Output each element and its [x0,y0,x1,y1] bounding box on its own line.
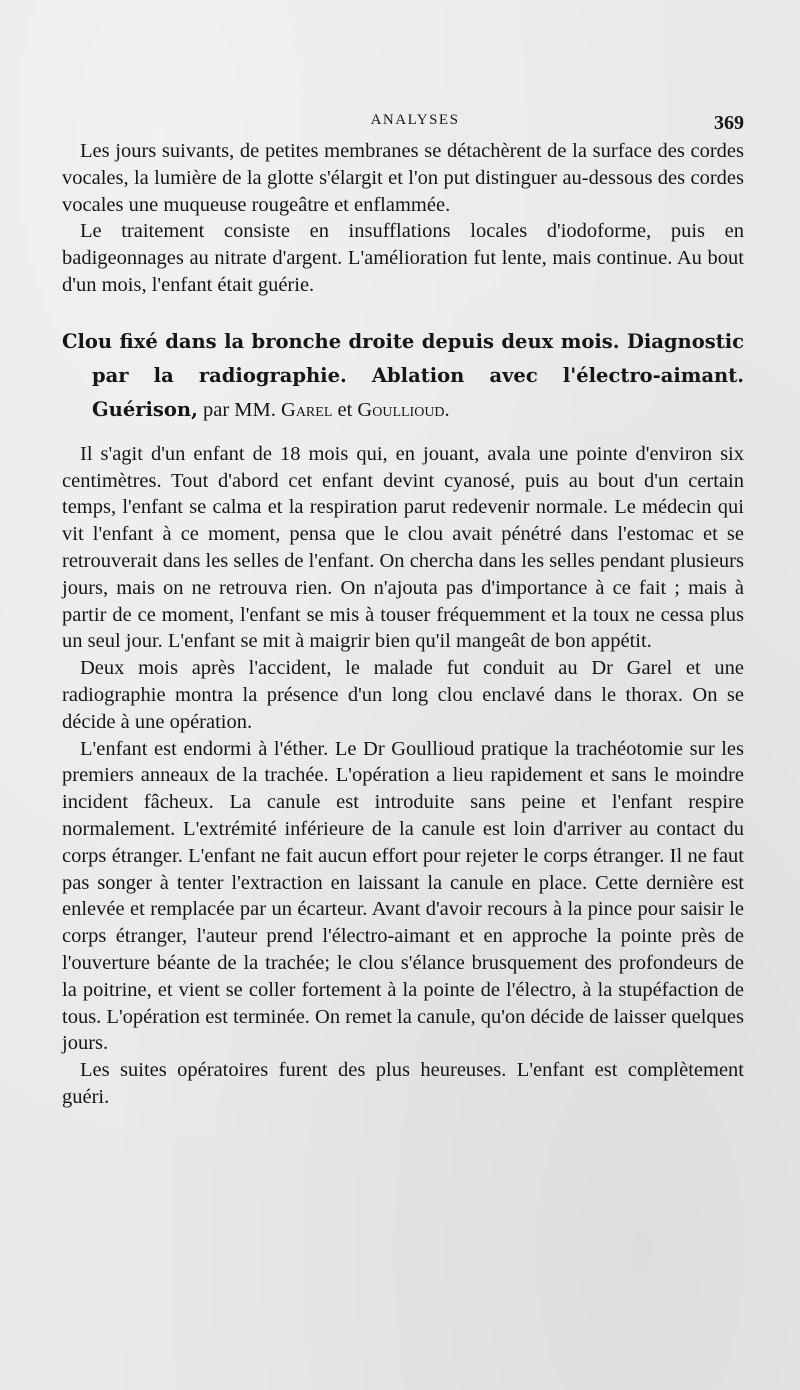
page-body [62,138,744,1111]
author-goullioud: Goullioud [357,398,445,421]
paragraph: Il s'agit d'un enfant de 18 mois qui, en jouant, avala une pointe d'environ six centimètres. Tout d'abord cet enfant devint cyanosé, puis au bout d'un certain temps, l'enfant se calma et la respiration parut redevenir normale. Le médecin qui vit l'enfant à ce moment, pensa que le clou avait pénétré dans l'estomac et se retrouverait dans les selles de l'enfant. On chercha dans les selles pendant plusieurs jours, mais on ne retrouva rien. On n'ajouta pas d'importance à ce fait ; mais à partir de ce moment, l'enfant se mis à touser fréquemment et la toux ne cessa plus un seul jour. L'enfant se mit à maigrir bien qu'il mangeât de bon appétit. [62,442,744,653]
article-by: par MM. [197,398,282,421]
article-end: . [444,398,450,421]
author-garel: Garel [281,398,333,421]
paragraph: Deux mois après l'accident, le malade fut conduit au Dr Garel et une radiographie montra la présence d'un long clou enclavé dans le thorax. On se décide à une opération. [62,657,744,733]
article-title: Clou fixé dans la bronche droite depuis deux mois. Diagnostic par la radiographie. Ablation avec l'électro-aimant. Guérison, [62,329,744,421]
running-head: ANALYSES [370,112,460,128]
article-and: et [332,398,358,421]
paragraph: Les jours suivants, de petites membranes se détachèrent de la surface des cordes vocales, la lumière de la glotte s'élargit et l'on put distinguer au-dessous des cordes vocales une muqueuse rougeâtre et enflammée. [62,140,744,216]
article-heading [62,325,744,427]
page-header [62,104,744,136]
page-number: 369 [714,112,744,134]
paragraph: Les suites opératoires furent des plus heureuses. L'enfant est complètement guéri. [62,1059,744,1108]
paragraph: Le traitement consiste en insufflations locales d'iodoforme, puis en badigeonnages au nitrate d'argent. L'amélioration fut lente, mais continue. Au bout d'un mois, l'enfant était guérie. [62,220,744,296]
paragraph: L'enfant est endormi à l'éther. Le Dr Goullioud pratique la trachéotomie sur les premiers anneaux de la trachée. L'opération a lieu rapidement et sans le moindre incident fâcheux. La canule est introduite sans peine et l'enfant respire normalement. L'extrémité inférieure de la canule est loin d'arriver au contact du corps étranger. L'enfant ne fait aucun effort pour rejeter le corps étranger. Il ne faut pas songer à tenter l'extraction en laissant la canule en place. Cette dernière est enlevée et remplacée par un écarteur. Avant d'avoir recours à la pince pour saisir le corps étranger, l'auteur prend l'électro-aimant et en approche la pointe près de l'ouverture béante de la trachée; le clou s'élance brusquement des profondeurs de la poitrine, et vient se coller fortement à la pointe de l'électro, à la stupéfaction de tous. L'opération est terminée. On remet la canule, qu'on décide de laisser quelques jours. [62,737,744,1055]
